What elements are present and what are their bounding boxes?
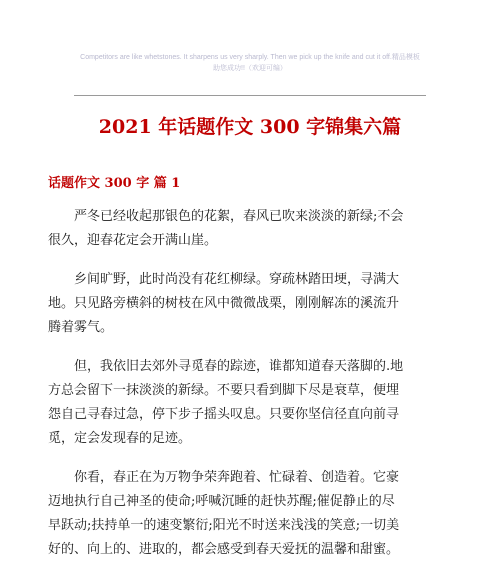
paragraph-2	[48, 268, 460, 340]
paragraph-line: 腾着雾气。	[48, 320, 114, 335]
section-heading: 话题作文 300 字 篇 1	[48, 176, 181, 191]
paragraph-line: 方总会留下一抹淡淡的新绿。不要只看到脚下尽是衰草，便埋	[48, 383, 400, 398]
paragraph-line: 觅，定会发现春的足迹。	[48, 431, 192, 446]
paragraph-line: 早跃动;扶持单一的速变繁衍;阳光不时送来浅浅的笑意;一切美	[48, 518, 400, 533]
paragraph-line: 你看，春正在为万物争荣奔跑着、忙碌着、创造着。它豪	[48, 470, 400, 485]
paragraph-line: 很久，迎春花定会开满山崖。	[48, 233, 218, 248]
paragraph-line: 怨自己寻春过急，停下步子摇头叹息。只要你坚信径直向前寻	[48, 407, 400, 422]
paragraph-line: 乡间旷野，此时尚没有花红柳绿。穿疏林踏田埂，寻满大	[48, 272, 400, 287]
document-title: 2021 年话题作文 300 字锦集六篇	[98, 116, 402, 138]
paragraph-3	[48, 355, 460, 451]
header-divider	[74, 95, 426, 96]
paragraph-line: 地。只见路旁横斜的树枝在风中微微战栗，刚刚解冻的溪流升	[48, 296, 400, 311]
paragraph-line: 迈地执行自己神圣的使命;呼喊沉睡的赶快苏醒;催促静止的尽	[48, 494, 395, 509]
paragraph-4	[48, 466, 460, 562]
paragraph-line: 好的、向上的、进取的，都会感受到春天爱抚的温馨和甜蜜。	[48, 542, 400, 557]
watermark-line-1: Competitors are like whetstones. It sharpens us very sharply. Then we pick up the knife and cut it off.精品模板	[80, 54, 420, 61]
paragraph-1	[48, 205, 460, 253]
paragraph-line: 但，我依旧去郊外寻觅春的踪迹，谁都知道春天落脚的.地	[48, 359, 404, 374]
header-watermark	[70, 52, 430, 74]
watermark-line-2: 助您成功!!（欢迎可编）	[213, 65, 287, 72]
paragraph-line: 严冬已经收起那银色的花絮，春风已吹来淡淡的新绿;不会	[48, 209, 404, 224]
